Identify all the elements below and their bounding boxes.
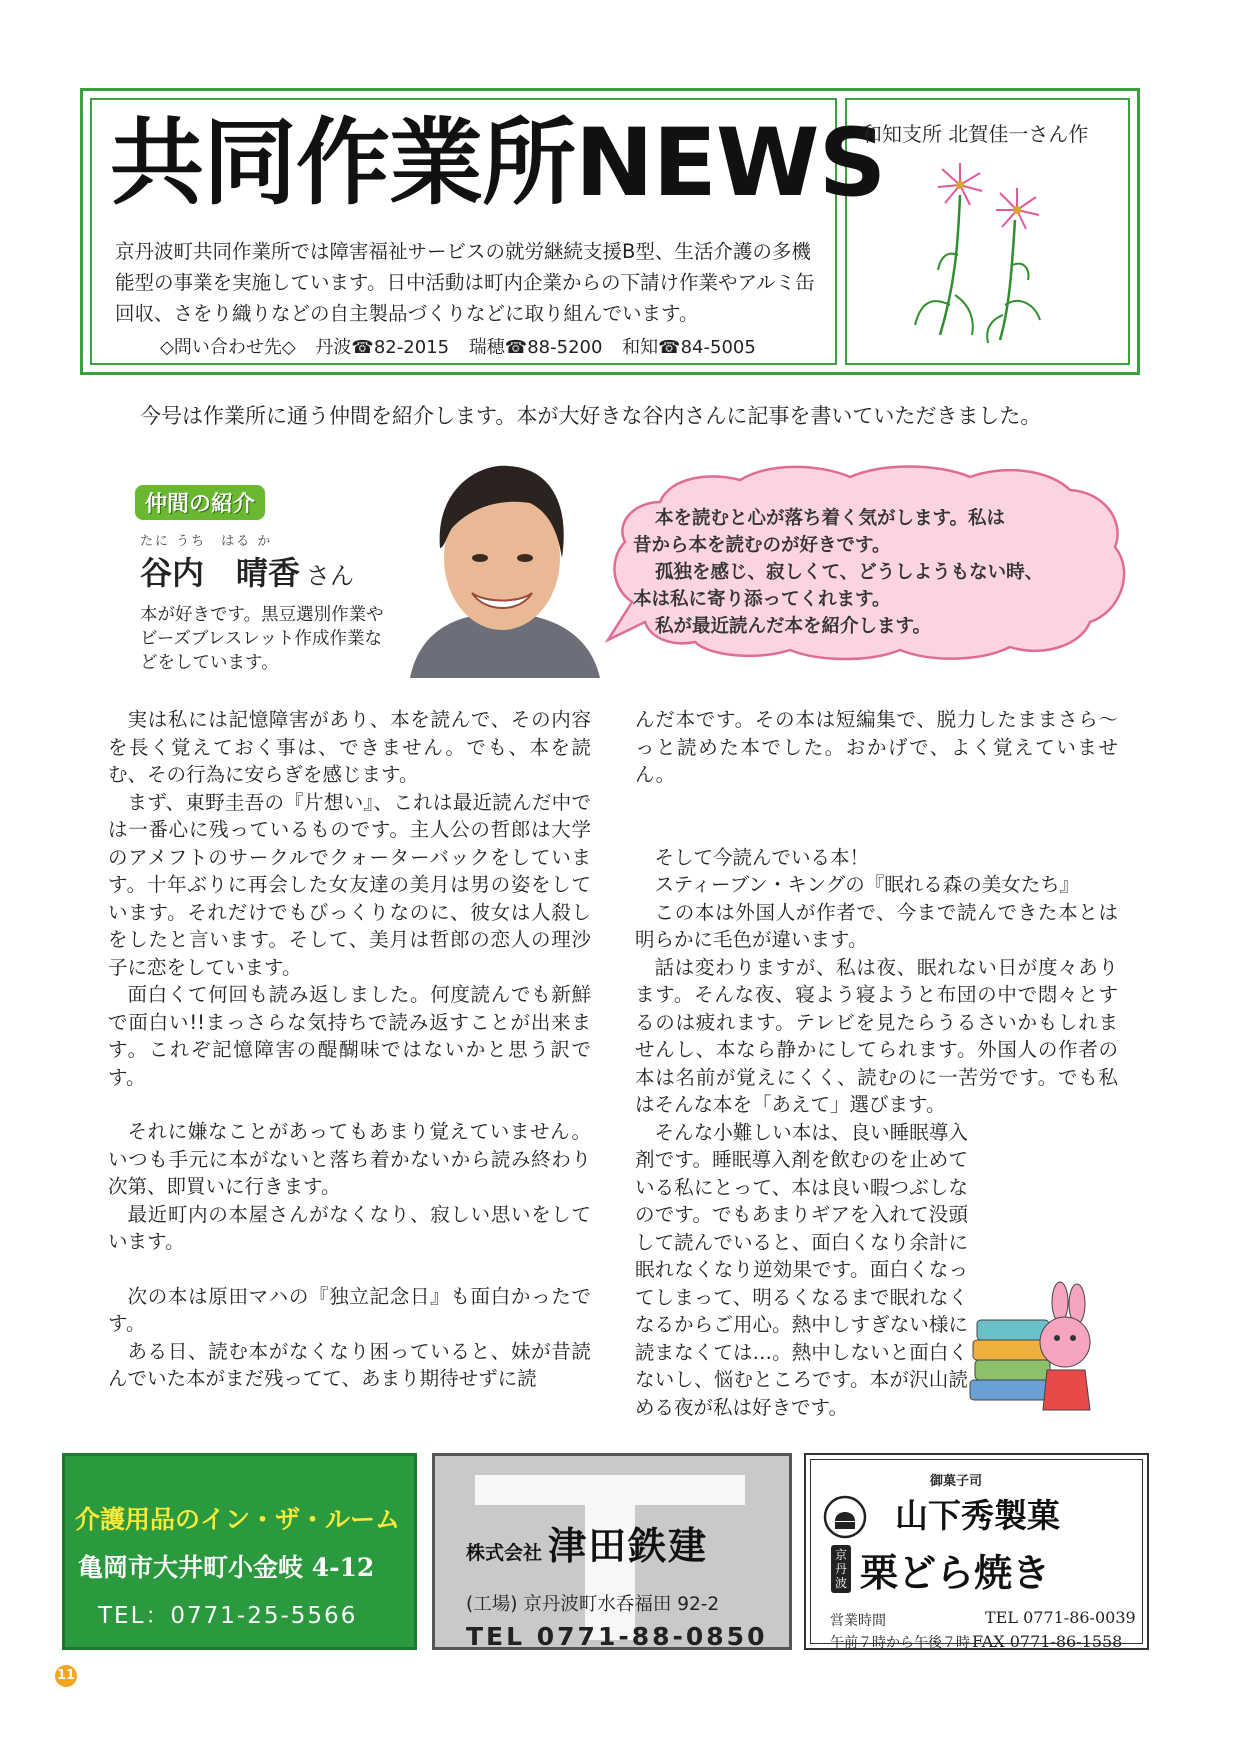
chestnut-seal-icon: [823, 1495, 867, 1539]
lead-text: 今号は作業所に通う仲間を紹介します。本が大好きな谷内さんに記事を書いていただきました。: [140, 404, 1042, 428]
ad-yamashita-product: 栗どら焼き: [860, 1550, 1051, 1595]
ad-inn-tel: TEL：0771-25-5566: [98, 1603, 358, 1629]
article-paragraph: 話は変わりますが、私は夜、眠れない日が度々あります。そんな夜、寝よう寝ようと布団の中で悶々とするのは疲れます。テレビを見たらうるさいかもしれませんし、本なら静かにしてられます。外国人の作者の本は名前が覚えにくく、読むのに一苦労です。でも私はそんな本を「あえて」選びます。: [635, 955, 1118, 1116]
article-paragraph: そんな小難しい本は、良い睡眠導入剤です。睡眠導入剤を飲むのを止めている私にとって、本は良い暇つぶしなのです。でもあまりギアを入れて没頭して読んでいると、面白くなり余計に眠れなくなり逆効果です。面白くなってしまって、明るくなるまで眠れなくなるからご用心。熱中しすぎない様に読まなくては…。熱中しないと面白くないし、悩むところです。本が沢山読める夜が私は好きです。: [635, 1120, 968, 1419]
person-description: 本が好きです。黒豆選別作業やビーズブレスレット作成作業などをしています。: [140, 605, 384, 673]
bubble-line: 本は私に寄り添ってくれます。: [633, 589, 891, 610]
contact-tanba: 丹波☎82-2015: [315, 337, 450, 358]
contact-wachi: 和知☎84-5005: [622, 337, 756, 358]
ad-yamashita-fax: FAX 0771-86-1558: [972, 1632, 1123, 1651]
article-paragraph: 実は私には記憶障害があり、本を読んで、その内容を長く覚えておく事は、できません。でも、本を読む、その行為に安らぎを感じます。: [108, 708, 591, 786]
bubble-line: 私が最近読んだ本を紹介します。: [655, 616, 932, 637]
bunny-with-books-illustration: [965, 1280, 1095, 1420]
ad-yamashita-subtitle: 御菓子司: [930, 1474, 983, 1489]
person-name: 谷内 晴香: [140, 554, 301, 592]
article-paragraph: 次の本は原田マハの『独立記念日』も面白かったです。: [108, 1284, 591, 1335]
contact-label: ◇問い合わせ先◇: [160, 337, 296, 358]
ad-tsuda-address: (工場) 京丹波町水呑福田 92-2: [466, 1594, 720, 1615]
ad-tsuda-tel: TEL 0771-88-0850: [466, 1622, 768, 1651]
article-paragraph: まず、東野圭吾の『片想い』、これは最近読んだ中では一番心に残っているものです。主人公の哲郎は大学のアメフトのサークルでクォーターバックをしています。十年ぶりに再会した女友達の美月は男の姿をしています。それだけでもびっくりなのに、彼女は人殺しをしたと言います。そして、美月は哲郎の恋人の理沙子に恋をしています。: [108, 790, 591, 979]
ad-yamashita-hours: 午前７時から午後７時: [830, 1635, 970, 1651]
newsletter-title: 共同作業所NEWS: [110, 109, 886, 218]
article-paragraph: スティーブン・キングの『眠れる森の美女たち』: [654, 873, 1080, 896]
article-column-left: [108, 706, 591, 1393]
art-caption: 和知支所 北賀佳一さん作: [862, 122, 1089, 146]
newsletter-intro: 京丹波町共同作業所では障害福祉サービスの就労継続支援B型、生活介護の多機能型の事業を実施しています。日中活動は町内企業からの下請け作業やアルミ缶回収、さをり織りなどの自主製品づくりなどに取り組んでいます。: [115, 240, 815, 325]
ad-yamashita-hours-label: 営業時間: [830, 1613, 886, 1629]
name-furigana: たに うち はる か: [140, 534, 273, 549]
ad-tsuda-kabushiki: 株式会社: [466, 1542, 543, 1564]
person-name-block: [140, 548, 354, 594]
bubble-line: 孤独を感じ、寂しくて、どうしようもない時、: [655, 562, 1044, 583]
contact-mizuho: 瑞穂☎88-5200: [468, 337, 603, 358]
article-paragraph: 面白くて何回も読み返しました。何度読んでも新鮮で面白い!!まっさらな気持ちで読み返すことが出来ます。これぞ記憶障害の醍醐味ではないかと思う訳です。: [108, 983, 591, 1089]
article-paragraph: そして今読んでいる本！: [654, 845, 870, 869]
section-tag: 仲間の紹介: [135, 485, 265, 520]
bubble-text: [633, 505, 1095, 640]
ad-tsuda-company: [466, 1515, 708, 1570]
article-paragraph: んだ本です。その本は短編集で、脱力したままさら～っと読めた本でした。おかげで、よく覚えていません。: [635, 708, 1118, 786]
person-honorific: さん: [306, 562, 355, 590]
page-number: 11: [55, 1665, 77, 1687]
article-paragraph: 最近町内の本屋さんがなくなり、寂しい思いをしています。: [108, 1202, 591, 1253]
portrait-photo: [390, 448, 615, 678]
ad-tsuda-name: 津田鉄建: [548, 1524, 709, 1568]
contact-line: [160, 333, 770, 359]
ad-yamashita-tel: TEL 0771-86-0039: [985, 1608, 1136, 1627]
article-paragraph: この本は外国人が作者で、今まで読んできた本とは明らかに毛色が違います。: [635, 900, 1118, 951]
bubble-line: 本を読むと心が落ち着く気がします。私は: [655, 508, 1006, 529]
article-paragraph: ある日、読む本がなくなり困っていると、妹が昔読んでいた本がまだ残ってて、あまり期待せずに読: [108, 1339, 591, 1390]
ad-yamashita-shop: 山下秀製菓: [895, 1496, 1060, 1535]
ad-inn-title: 介護用品のイン・ザ・ルーム: [75, 1505, 401, 1534]
ad-inn-address: 亀岡市大井町小金岐 4-12: [78, 1553, 375, 1582]
cosmos-flower-drawing: [900, 155, 1100, 355]
ad-yamashita-region: 京丹波: [831, 1545, 851, 1593]
bubble-line: 昔から本を読むのが好きです。: [633, 535, 891, 556]
article-paragraph: それに嫌なことがあってもあまり覚えていません。いつも手元に本がないと落ち着かないから読み終わり次第、即買いに行きます。: [108, 1120, 591, 1198]
